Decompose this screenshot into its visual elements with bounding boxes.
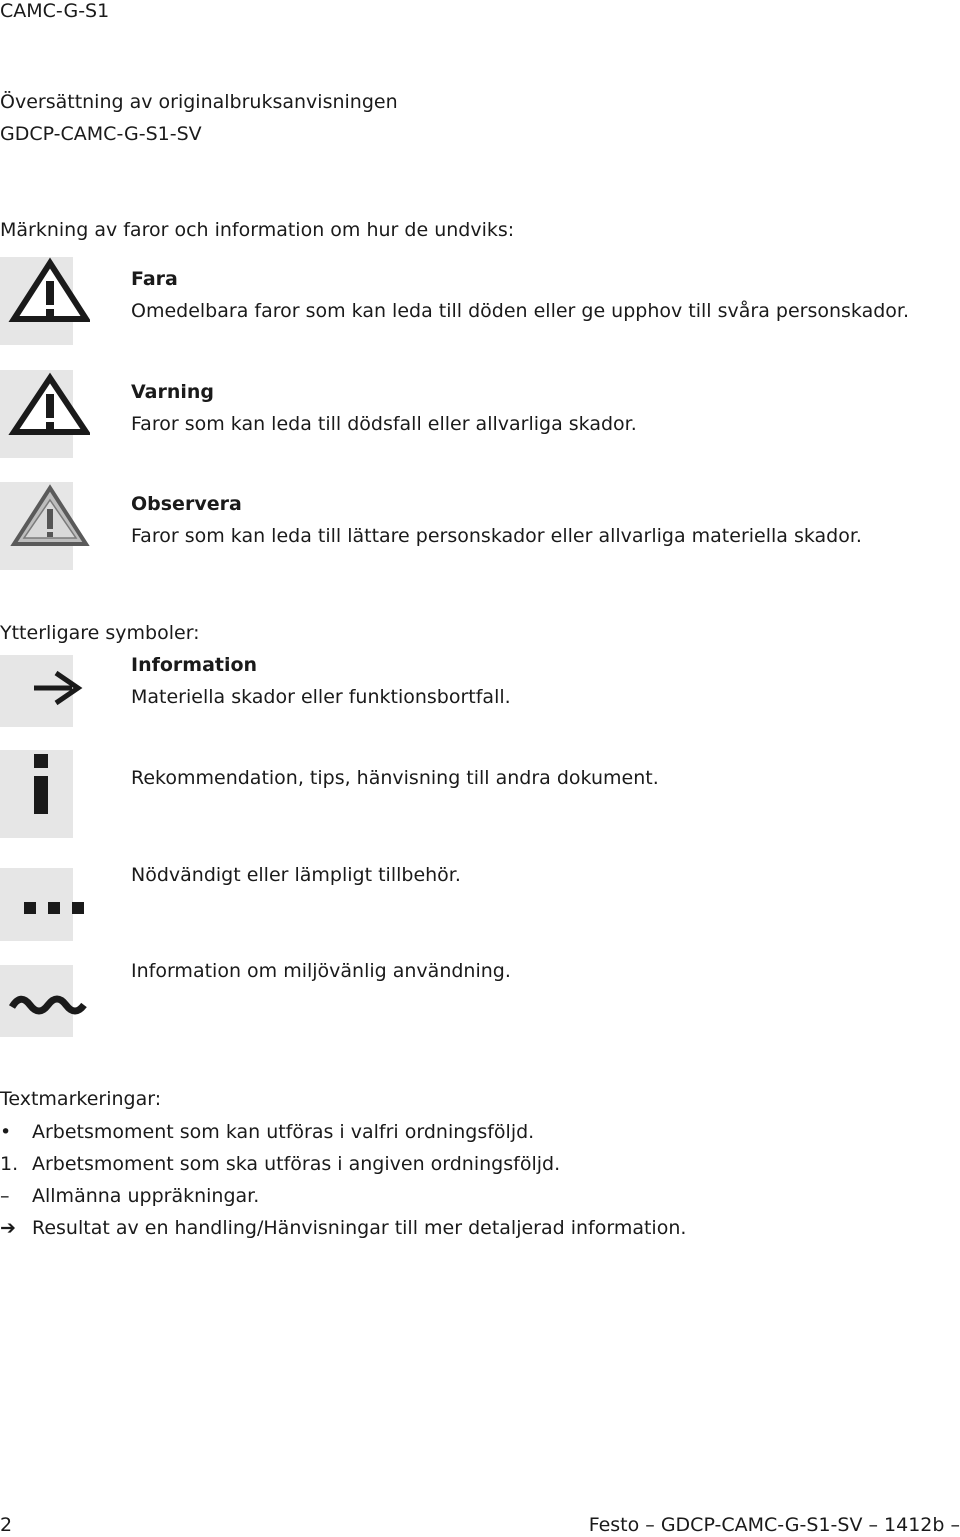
environment-wave-icon <box>0 965 90 1037</box>
hazard-title-fara: Fara <box>131 268 178 290</box>
list-item-text: Arbetsmoment som ska utföras i angiven ordningsföljd. <box>32 1153 561 1175</box>
symbol-icon-box <box>0 750 73 838</box>
symbol-text-accessories: Nödvändigt eller lämpligt tillbehör. <box>131 864 461 886</box>
hazard-icon-box <box>0 482 73 570</box>
list-marker-number: 1. <box>0 1153 19 1175</box>
symbol-text-environment: Information om miljövänlig användning. <box>131 960 511 982</box>
footer-reference: Festo – GDCP-CAMC-G-S1-SV – 1412b – <box>588 1514 960 1536</box>
translation-note: Översättning av originalbruksanvisningen <box>0 91 398 113</box>
page-number: 2 <box>0 1514 13 1536</box>
symbol-text-info: Rekommendation, tips, hänvisning till andra dokument. <box>131 767 659 789</box>
text-markings-heading: Textmarkeringar: <box>0 1088 162 1110</box>
list-item-text: Arbetsmoment som kan utföras i valfri ordningsföljd. <box>32 1121 535 1143</box>
hazard-text-fara: Omedelbara faror som kan leda till döden eller ge upphov till svåra personskador. <box>131 300 910 322</box>
hazard-title-observera: Observera <box>131 493 242 515</box>
hazard-title-varning: Varning <box>131 381 215 403</box>
list-marker-dash: – <box>0 1185 10 1207</box>
warning-triangle-icon <box>0 370 90 458</box>
symbols-heading: Ytterligare symboler: <box>0 622 200 644</box>
caution-triangle-icon <box>0 482 90 570</box>
ellipsis-icon <box>0 868 90 941</box>
list-marker-arrow: ➔ <box>0 1217 16 1239</box>
hazard-text-varning: Faror som kan leda till dödsfall eller allvarliga skador. <box>131 413 637 435</box>
symbol-title-information: Information <box>131 654 258 676</box>
info-icon <box>0 750 90 838</box>
list-item-text: Allmänna uppräkningar. <box>32 1185 260 1207</box>
list-marker-bullet: • <box>0 1121 12 1143</box>
symbol-icon-box <box>0 965 73 1037</box>
warning-triangle-icon <box>0 257 90 345</box>
list-item-text: Resultat av en handling/Hänvisningar till mer detaljerad information. <box>32 1217 687 1239</box>
document-code: GDCP-CAMC-G-S1-SV <box>0 123 202 145</box>
symbol-icon-box <box>0 655 73 727</box>
symbol-icon-box <box>0 868 73 941</box>
hazard-icon-box <box>0 370 73 458</box>
arrow-right-icon <box>0 655 90 727</box>
hazards-heading: Märkning av faror och information om hur de undviks: <box>0 219 515 241</box>
document-header: CAMC-G-S1 <box>0 0 110 22</box>
hazard-text-observera: Faror som kan leda till lättare personskador eller allvarliga materiella skador. <box>131 525 862 547</box>
symbol-text-information: Materiella skador eller funktionsbortfall. <box>131 686 511 708</box>
hazard-icon-box <box>0 257 73 345</box>
